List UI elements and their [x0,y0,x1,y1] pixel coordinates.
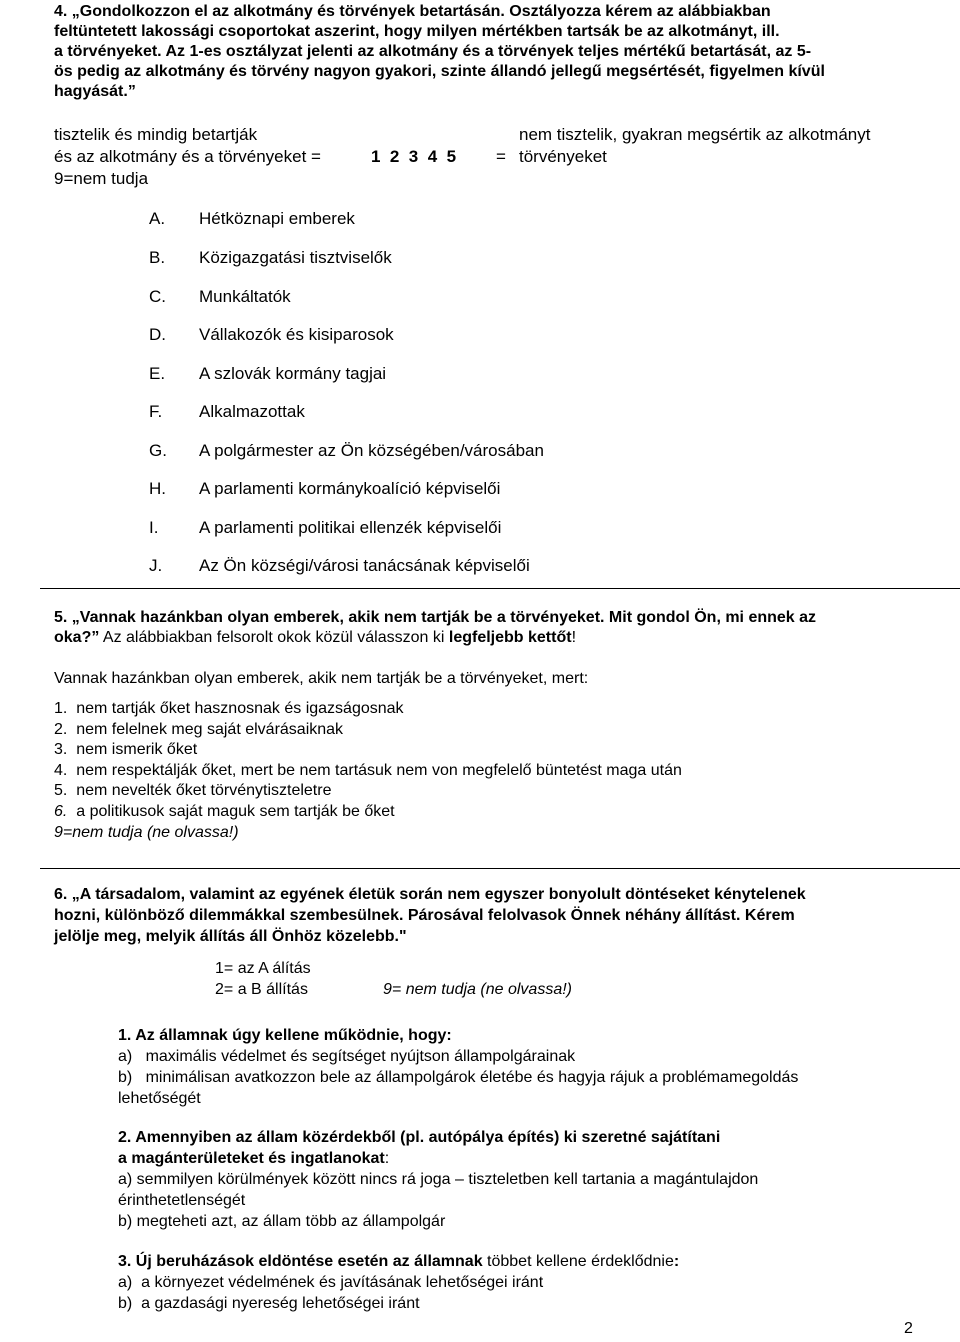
q5-option [54,802,914,823]
q6-title-line: hozni, különböző dilemmákkal szembesülnek. Párosával felolvasok Önnek néhány állítást. Kérem [54,907,795,924]
q4-line: 4. „Gondolkozzon el az alkotmány és törvények betartásán. Osztályozza kérem az alábbiakban [54,3,771,20]
q6-item-option-b: b) megteheti azt, az állam több az állampolgár [118,1213,446,1230]
q6-code-2: 2= a B állítás [215,981,308,998]
q5-title [54,608,914,648]
q5-option: 4. nem respektálják őket, mert be nem tartásuk nem von megfelelő büntetést maga után [54,761,682,779]
q6-item-option-a: a) semmilyen körülmények között nincs rá joga – tiszteletben kell tartania a magántulajdon [118,1171,759,1188]
group-label: A polgármester az Ön községében/városában [199,441,544,460]
group-letter: F. [149,402,163,421]
scale-left-label-2: és az alkotmány és a törvényeket = [54,147,321,166]
group-label: Hétköznapi emberek [199,209,355,228]
q5-title-emphasis: legfeljebb kettőt [448,629,572,646]
group-label: A szlovák kormány tagjai [199,364,387,383]
scale-numbers: 1 2 3 4 5 [371,147,457,166]
group-label: Munkáltatók [199,287,291,306]
scale-right-label-1: nem tisztelik, gyakran megsértik az alkotmányt [519,125,871,144]
q6-code-9: 9= nem tudja (ne olvassa!) [383,981,572,998]
q6-item-heading-bold: a magánterületeket és ingatlanokat [118,1150,385,1167]
q6-item-1 [118,1025,918,1109]
q5-title-end: ! [571,629,577,646]
q6-title [54,884,914,947]
q5-title-line [54,628,914,648]
group-label: Alkalmazottak [199,402,305,421]
q5-option-text: a politikusok saját maguk sem tartják be őket [67,802,395,820]
q6-item-option-b-cont: lehetőségét [118,1090,201,1107]
group-label: A parlamenti politikai ellenzék képviselői [199,518,502,537]
q4-line: feltüntetett lakossági csoportokat aszerint, hogy milyen mértékben tartsák be az alkotmányt, ill. [54,23,780,40]
page-number: 2 [904,1320,913,1337]
q6-item-heading-end: : [384,1150,390,1167]
group-letter: I. [149,518,159,537]
q6-item-option-a-cont: érinthetetlenségét [118,1192,246,1209]
q5-title-bold: oka?” [54,629,100,646]
group-letter: G. [149,441,167,460]
q6-item-option-a: a) maximális védelmet és segítséget nyújtson állampolgárainak [118,1048,576,1065]
q4-line: hagyását.” [54,83,136,100]
q5-option: 2. nem felelnek meg saját elvárásaiknak [54,720,344,738]
q6-title-line: 6. „A társadalom, valamint az egyének életük során nem egyszer bonyolult döntéseket kénytelenek [54,886,806,903]
q5-title-text: Az alábbiakban felsorolt okok közül válasszon ki [99,629,449,646]
group-letter: A. [149,209,166,228]
q5-intro: Vannak hazánkban olyan emberek, akik nem tartják be a törvényeket, mert: [54,670,589,687]
group-letter: B. [149,248,166,267]
group-letter: J. [149,556,163,575]
q6-item-heading-cont [118,1148,918,1169]
q5-option: 3. nem ismerik őket [54,741,198,759]
group-label: Közigazgatási tisztviselők [199,248,392,267]
q6-title-line: jelölje meg, melyik állítás áll Önhöz közelebb." [54,928,407,945]
scale-dontknow: 9=nem tudja [54,169,149,188]
group-letter: C. [149,287,166,306]
q5-option: 1. nem tartják őket hasznosnak és igazságosnak [54,700,404,717]
scale-right-label-2: törvényeket [519,147,607,166]
scale-left-label-1: tisztelik és mindig betartják [54,125,258,144]
q6-item-3 [118,1251,918,1314]
q6-code-1: 1= az A álítás [215,960,311,977]
q6-item-heading-text: többet kellene érdeklődnie [482,1253,674,1270]
scale-right-equals: = [496,147,506,166]
group-letter: D. [149,325,166,344]
group-label: Vállakozók és kisiparosok [199,325,394,344]
q4-instruction [54,2,914,102]
q6-item-option-b: b) minimálisan avatkozzon bele az állampolgárok életébe és hagyja rájuk a problémamegoldás [118,1069,799,1086]
q5-option: 5. nem nevelték őket törvénytiszteletre [54,782,332,800]
q5-options [54,699,914,843]
q6-item-heading-end: : [673,1253,680,1270]
q6-item-option-b: b) a gazdasági nyereség lehetőségei iránt [118,1295,420,1312]
q4-line: ös pedig az alkotmány és törvény nagyon gyakori, szinte állandó jellegű megsértését, figyelmen kívül [54,63,825,80]
q5-dontknow: 9=nem tudja (ne olvassa!) [54,823,239,841]
q4-line: a törvényeket. Az 1-es osztályzat jelenti az alkotmány és a törvények teljes mértékű betartását, az 5- [54,43,812,60]
divider [40,588,960,589]
divider [40,868,960,869]
q6-item-2 [118,1127,918,1232]
q6-item-heading [118,1251,918,1272]
group-label: A parlamenti kormánykoalíció képviselői [199,479,501,498]
q6-item-heading-bold: 3. Új beruházások eldöntése esetén az államnak [118,1253,483,1270]
q6-item-heading: 1. Az államnak úgy kellene működnie, hogy: [118,1027,452,1044]
q5-title-line: 5. „Vannak hazánkban olyan emberek, akik nem tartják be a törvényeket. Mit gondol Ön, mi ennek az [54,609,817,626]
q6-item-heading: 2. Amennyiben az állam közérdekből (pl. autópálya építés) ki szeretné sajátítani [118,1129,721,1146]
group-label: Az Ön községi/városi tanácsának képviselői [199,556,530,575]
group-letter: H. [149,479,166,498]
q6-item-option-a: a) a környezet védelmének és javításának lehetőségei iránt [118,1274,544,1291]
group-letter: E. [149,364,166,383]
q5-option-number: 6. [54,802,68,820]
